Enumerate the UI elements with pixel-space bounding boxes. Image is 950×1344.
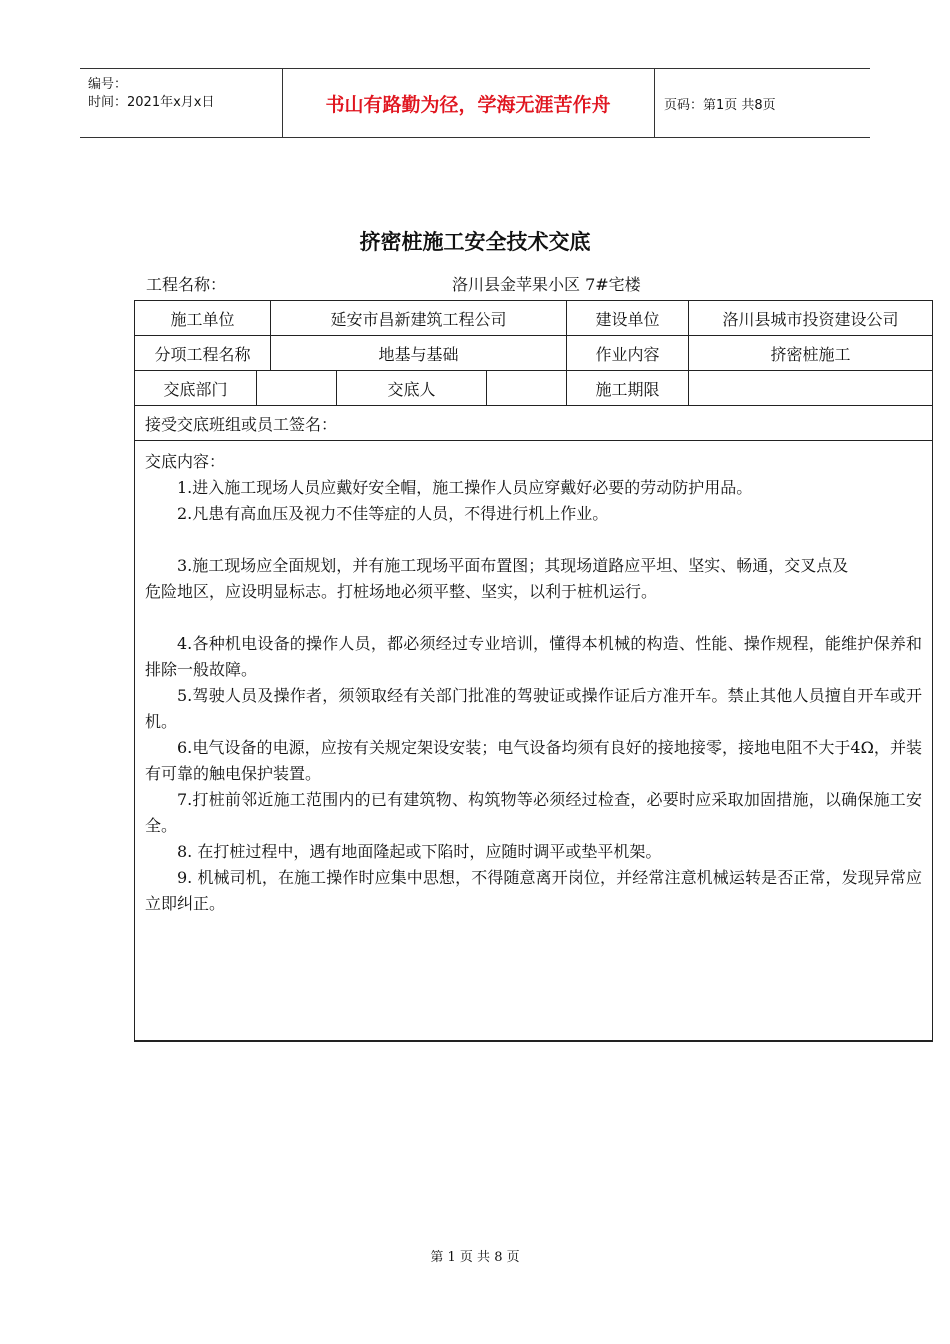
dept-label: 交底部门: [135, 371, 257, 406]
construction-unit-label: 施工单位: [135, 301, 271, 336]
developer-label: 建设单位: [567, 301, 689, 336]
period-value: [689, 371, 933, 406]
work-content-value: 挤密桩施工: [689, 336, 933, 371]
content-item-3-continued: 危险地区，应设明显标志。打桩场地必须平整、坚实，以利于桩机运行。: [145, 582, 658, 601]
person-label: 交底人: [337, 371, 487, 406]
subproject-label: 分项工程名称: [135, 336, 271, 371]
content-item-3: 3.施工现场应全面规划，并有施工现场平面布置图；其现场道路应平坦、坚实、畅通，交叉点及: [177, 556, 849, 575]
header-meta: [80, 69, 283, 137]
content-item-6: 6.电气设备的电源，应按有关规定架设安装；电气设备均须有良好的接地接零，接地电阻不大于4Ω，并装有可靠的触电保护装置。: [145, 738, 923, 783]
developer-value: 洛川县城市投资建设公司: [689, 301, 933, 336]
content-item-9: 9. 机械司机，在施工操作时应集中思想，不得随意离开岗位，并经常注意机械运转是否正常，发现异常应立即纠正。: [145, 868, 923, 913]
content-item-7: 7.打桩前邻近施工范围内的已有建筑物、构筑物等必须经过检查，必要时应采取加固措施，以确保施工安全。: [145, 790, 923, 835]
number-label: 编号：: [88, 77, 128, 92]
content-label: 交底内容：: [145, 452, 226, 471]
header-motto: 书山有路勤为径，学海无涯苦作舟: [282, 69, 655, 137]
content-item-5: 5.驾驶人员及操作者，须领取经有关部门批准的驾驶证或操作证后方准开车。禁止其他人员擅自开车或开机。: [145, 686, 923, 731]
person-value: [487, 371, 567, 406]
page-footer: 第 1 页 共 8 页: [430, 1250, 520, 1265]
project-name-value: 洛川县金苹果小区 7#宅楼: [452, 275, 641, 294]
signature-label: 接受交底班组或员工签名：: [135, 406, 933, 441]
construction-unit-value: 延安市昌新建筑工程公司: [271, 301, 567, 336]
content-item-8: 8. 在打桩过程中，遇有地面隆起或下陷时，应随时调平或垫平机架。: [177, 842, 662, 861]
document-title: 挤密桩施工安全技术交底: [359, 230, 591, 254]
dept-value: [257, 371, 337, 406]
subproject-value: 地基与基础: [271, 336, 567, 371]
disclosure-content: [135, 441, 933, 1042]
time-label: 时间：2021年x月x日: [88, 95, 215, 110]
content-item-1: 1.进入施工现场人员应戴好安全帽，施工操作人员应穿戴好必要的劳动防护用品。: [177, 478, 753, 497]
work-content-label: 作业内容: [567, 336, 689, 371]
project-name-label: 工程名称：: [146, 275, 227, 294]
period-label: 施工期限: [567, 371, 689, 406]
header-page-code: 页码：第1页 共8页: [664, 97, 776, 113]
disclosure-table: [134, 300, 933, 1042]
page-header: [80, 68, 870, 138]
content-item-4: 4.各种机电设备的操作人员，都必须经过专业培训，懂得本机械的构造、性能、操作规程，能维护保养和排除一般故障。: [145, 634, 923, 679]
content-item-2: 2.凡患有高血压及视力不佳等症的人员，不得进行机上作业。: [177, 504, 609, 523]
